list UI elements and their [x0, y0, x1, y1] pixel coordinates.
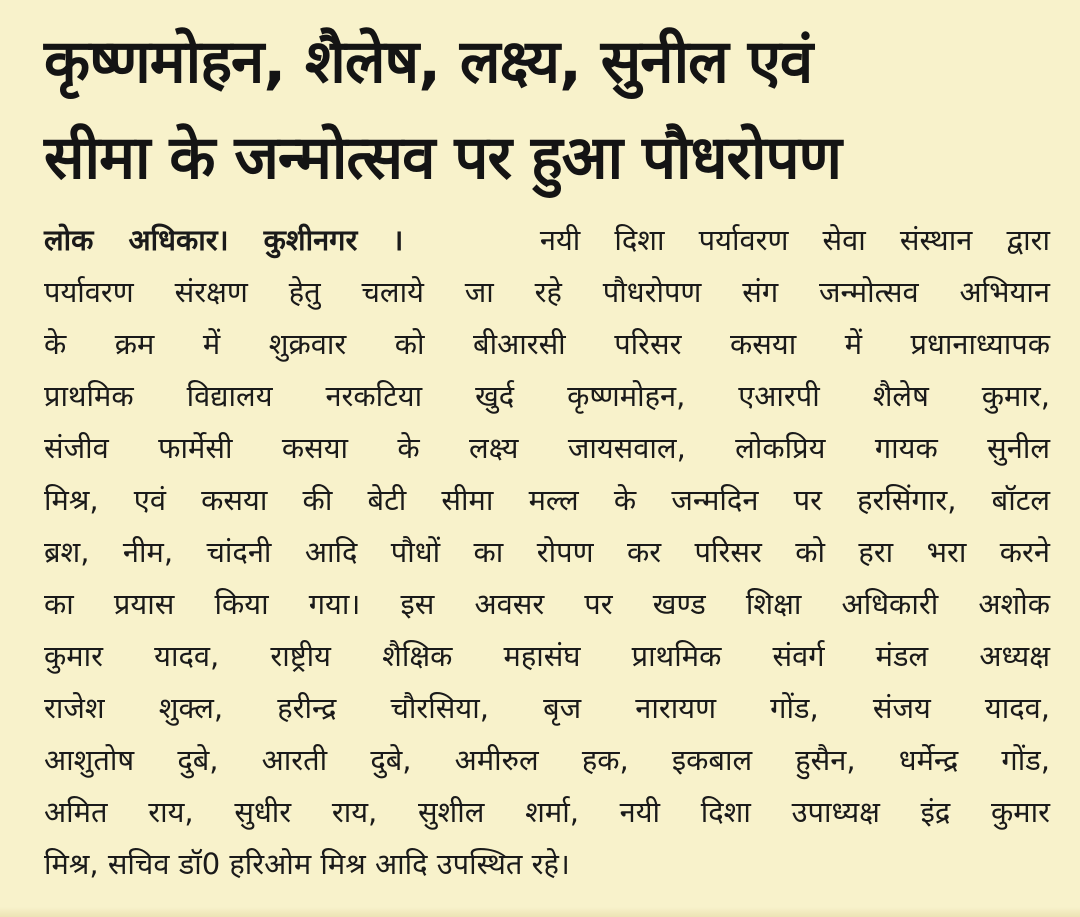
dateline: लोक अधिकार। कुशीनगर । [44, 223, 404, 257]
article-line: कुमार यादव, राष्ट्रीय शैक्षिक महासंघ प्राथमिक संवर्ग मंडल अध्यक्ष [44, 639, 1050, 673]
article-line [44, 214, 1050, 266]
article-line: के क्रम में शुक्रवार को बीआरसी परिसर कसया में प्रधानाध्यापक [44, 327, 1050, 361]
article-line-text: नयी दिशा पर्यावरण सेवा संस्थान द्वारा [539, 223, 1051, 257]
article-line: का प्रयास किया गया। इस अवसर पर खण्ड शिक्षा अधिकारी अशोक [44, 587, 1050, 621]
article-line: अमित राय, सुधीर राय, सुशील शर्मा, नयी दिशा उपाध्यक्ष इंद्र कुमार [44, 795, 1050, 829]
article-line: पर्यावरण संरक्षण हेतु चलाये जा रहे पौधरोपण संग जन्मोत्सव अभियान [44, 275, 1050, 309]
headline-line-1: कृष्णमोहन, शैलेष, लक्ष्य, सुनील एवं [44, 27, 813, 97]
article-line: आशुतोष दुबे, आरती दुबे, अमीरुल हक, इकबाल हुसैन, धर्मेन्द्र गोंड, [44, 743, 1050, 777]
article-line: प्राथमिक विद्यालय नरकटिया खुर्द कृष्णमोहन, एआरपी शैलेष कुमार, [44, 379, 1050, 413]
article-line: मिश्र, सचिव डॉ0 हरिओम मिश्र आदि उपस्थित रहे। [44, 847, 570, 881]
headline [44, 14, 1050, 206]
headline-line-2: सीमा के जन्मोत्सव पर हुआ पौधरोपण [44, 123, 842, 193]
article-line: मिश्र, एवं कसया की बेटी सीमा मल्ल के जन्मदिन पर हरसिंगार, बॉटल [44, 483, 1050, 517]
article-body [44, 214, 1050, 890]
page-edge [0, 907, 1080, 917]
article-line: राजेश शुक्ल, हरीन्द्र चौरसिया, बृज नारायण गोंड, संजय यादव, [44, 691, 1050, 725]
article-line: संजीव फार्मेसी कसया के लक्ष्य जायसवाल, लोकप्रिय गायक सुनील [44, 431, 1050, 465]
article-line: ब्रश, नीम, चांदनी आदि पौधों का रोपण कर परिसर को हरा भरा करने [44, 535, 1050, 569]
